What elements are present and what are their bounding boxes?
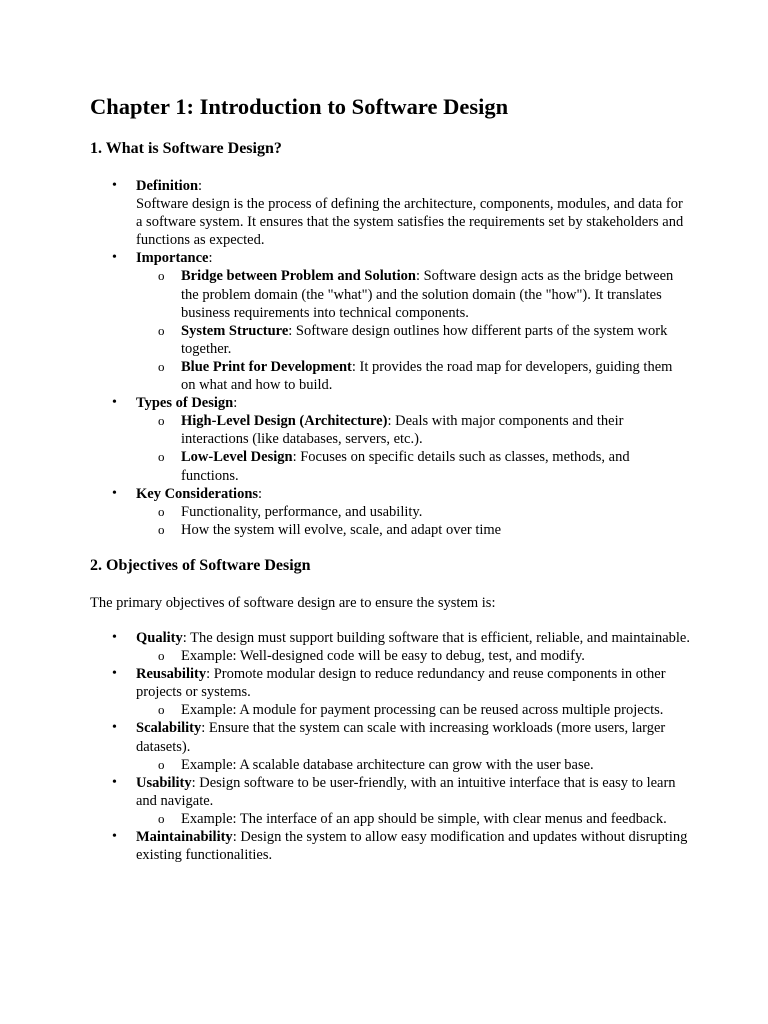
section-2-heading: 2. Objectives of Software Design xyxy=(90,557,311,574)
sub-item-text: : Deals with major components and their interactions (like databases, servers, etc.). xyxy=(181,413,624,448)
sub-item-text: : Software design outlines how different parts of the system work together. xyxy=(181,322,668,357)
list-item-definition: • Definition: Software design is the process of defining the architecture, components, modules, and data for a software system. It ensures that the system satisfies the requirements set by stakeholders and functions as expected. xyxy=(90,177,690,249)
objective-term: Maintainability xyxy=(136,829,233,846)
list-item-maintainability xyxy=(90,828,690,864)
objective-text: : Design software to be user-friendly, with an intuitive interface that is easy to learn and navigate. xyxy=(136,774,676,809)
section-2-intro: The primary objectives of software design are to ensure the system is: xyxy=(90,595,496,611)
objective-example-list xyxy=(136,647,690,665)
list-item-scalability xyxy=(90,719,690,773)
sub-list-item xyxy=(136,322,690,358)
sub-list-item xyxy=(136,267,690,321)
sub-item-term: High-Level Design (Architecture) xyxy=(181,413,388,430)
sub-item-text: : It provides the road map for developers, guiding them on what and how to build. xyxy=(181,358,673,394)
objective-term: Quality xyxy=(136,630,183,646)
objective-text: : Design the system to allow easy modification and updates without disrupting existing functionalities. xyxy=(136,829,688,864)
sub-item-term: Blue Print for Development xyxy=(181,358,352,375)
importance-sublist xyxy=(136,267,690,394)
sub-item-term: System Structure xyxy=(181,322,289,339)
sub-item-term: Low-Level Design xyxy=(181,449,293,466)
key-considerations-label: Key Considerations xyxy=(136,485,259,502)
list-item-reusability xyxy=(90,665,690,719)
list-item-importance: • Importance: o Bridge between Problem and Solution: Software design acts as the bridge between the problem domain (the "what") and the solution domain (the "how"). It translates business requirements into technical components. o System Structure: Software design outlines how different parts of the system work together. o Blue Print for Development: It provides the road map for developers, guiding them on what and how to build. xyxy=(90,249,690,394)
importance-label: Importance xyxy=(136,250,209,267)
example-item: o Example: The interface of an app should be simple, with clear menus and feedback. xyxy=(136,810,690,828)
list-item-types: • Types of Design: o High-Level Design (Architecture): Deals with major components and their interactions (like databases, servers, etc.). o Low-Level Design: Focuses on specific details such as classes, methods, and functions. xyxy=(90,394,690,484)
list-item-quality xyxy=(90,629,690,665)
types-label: Types of Design xyxy=(136,395,234,412)
objective-example-list xyxy=(136,810,690,828)
sub-list-item xyxy=(136,358,690,394)
objective-text: : Promote modular design to reduce redundancy and reuse components in other projects or systems. xyxy=(136,666,666,701)
sub-item-term: Bridge between Problem and Solution xyxy=(181,268,416,285)
example-item: o Example: A scalable database architecture can grow with the user base. xyxy=(136,756,690,774)
sub-item-text: : Software design acts as the bridge between the problem domain (the "what") and the solution domain (the "how"). It translates business requirements into technical components. xyxy=(181,268,674,321)
chapter-title: Chapter 1: Introduction to Software Design xyxy=(90,94,509,119)
example-item: o Example: Well-designed code will be easy to debug, test, and modify. xyxy=(136,647,690,665)
key-considerations-sublist xyxy=(136,503,690,539)
objective-text: : Ensure that the system can scale with increasing workloads (more users, larger datasets). xyxy=(136,720,666,755)
section-1-heading: 1. What is Software Design? xyxy=(90,140,282,157)
sub-list-item: o Functionality, performance, and usability. xyxy=(136,503,690,521)
sub-list-item xyxy=(136,448,690,484)
definition-label: Definition xyxy=(136,178,199,194)
sub-list-item xyxy=(136,412,690,448)
section-1-list xyxy=(90,177,690,539)
example-item: o Example: A module for payment processing can be reused across multiple projects. xyxy=(136,701,690,719)
objective-text: : The design must support building software that is efficient, reliable, and maintainable. xyxy=(182,630,690,646)
objective-term: Usability xyxy=(136,774,192,791)
objective-term: Scalability xyxy=(136,720,202,737)
list-item-usability xyxy=(90,774,690,828)
sub-list-item: o How the system will evolve, scale, and adapt over time xyxy=(136,521,690,539)
objectives-list xyxy=(90,629,690,864)
objective-term: Reusability xyxy=(136,666,207,683)
sub-item-text: : Focuses on specific details such as classes, methods, and functions. xyxy=(181,449,630,484)
types-sublist xyxy=(136,412,690,484)
list-item-key-considerations: • Key Considerations: o Functionality, performance, and usability. o How the system will evolve, scale, and adapt over time xyxy=(90,485,690,539)
objective-example-list xyxy=(136,701,690,719)
objective-example-list xyxy=(136,756,690,774)
definition-text: Software design is the process of defining the architecture, components, modules, and data for a software system. It ensures that the system satisfies the requirements set by stakeholders and functions as expected. xyxy=(136,196,684,249)
